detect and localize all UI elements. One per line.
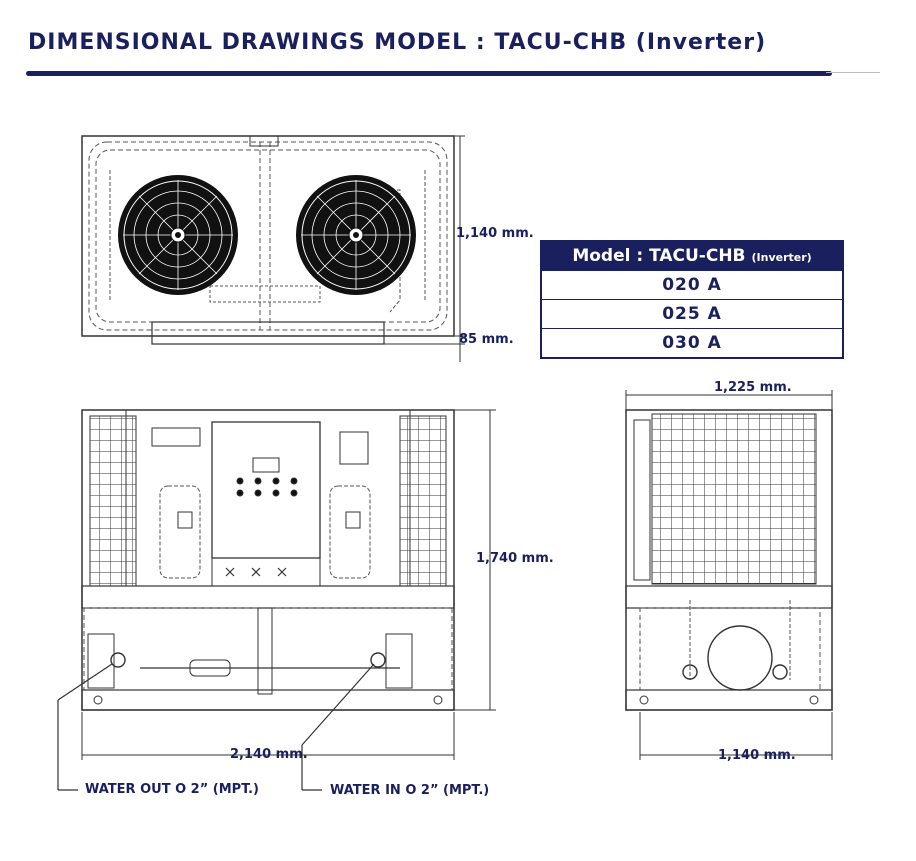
top-depth-dimension: 1,140 mm. [456, 226, 534, 241]
fan-left-icon [118, 175, 238, 295]
fan-right-icon [296, 175, 416, 295]
model-table-header [542, 242, 842, 270]
model-row: 025 A [542, 299, 842, 328]
model-table [540, 240, 844, 359]
top-base-dimension: 85 mm. [459, 332, 514, 347]
front-view [82, 410, 454, 710]
front-height-dimension: 1,740 mm. [476, 551, 554, 566]
side-width-dimension: 1,140 mm. [718, 748, 796, 763]
side-top-dimension: 1,225 mm. [714, 380, 792, 395]
model-row: 030 A [542, 328, 842, 357]
water-in-callout: WATER IN O 2” (MPT.) [330, 783, 490, 798]
page-title: DIMENSIONAL DRAWINGS MODEL : TACU-CHB (Inverter) [28, 30, 767, 55]
model-header-prefix: Model : TACU-CHB [572, 246, 746, 266]
water-out-callout: WATER OUT O 2” (MPT.) [85, 782, 259, 797]
model-row: 020 A [542, 270, 842, 299]
model-header-suffix: (Inverter) [751, 251, 812, 264]
front-width-dimension: 2,140 mm. [230, 747, 308, 762]
side-view [626, 410, 832, 710]
